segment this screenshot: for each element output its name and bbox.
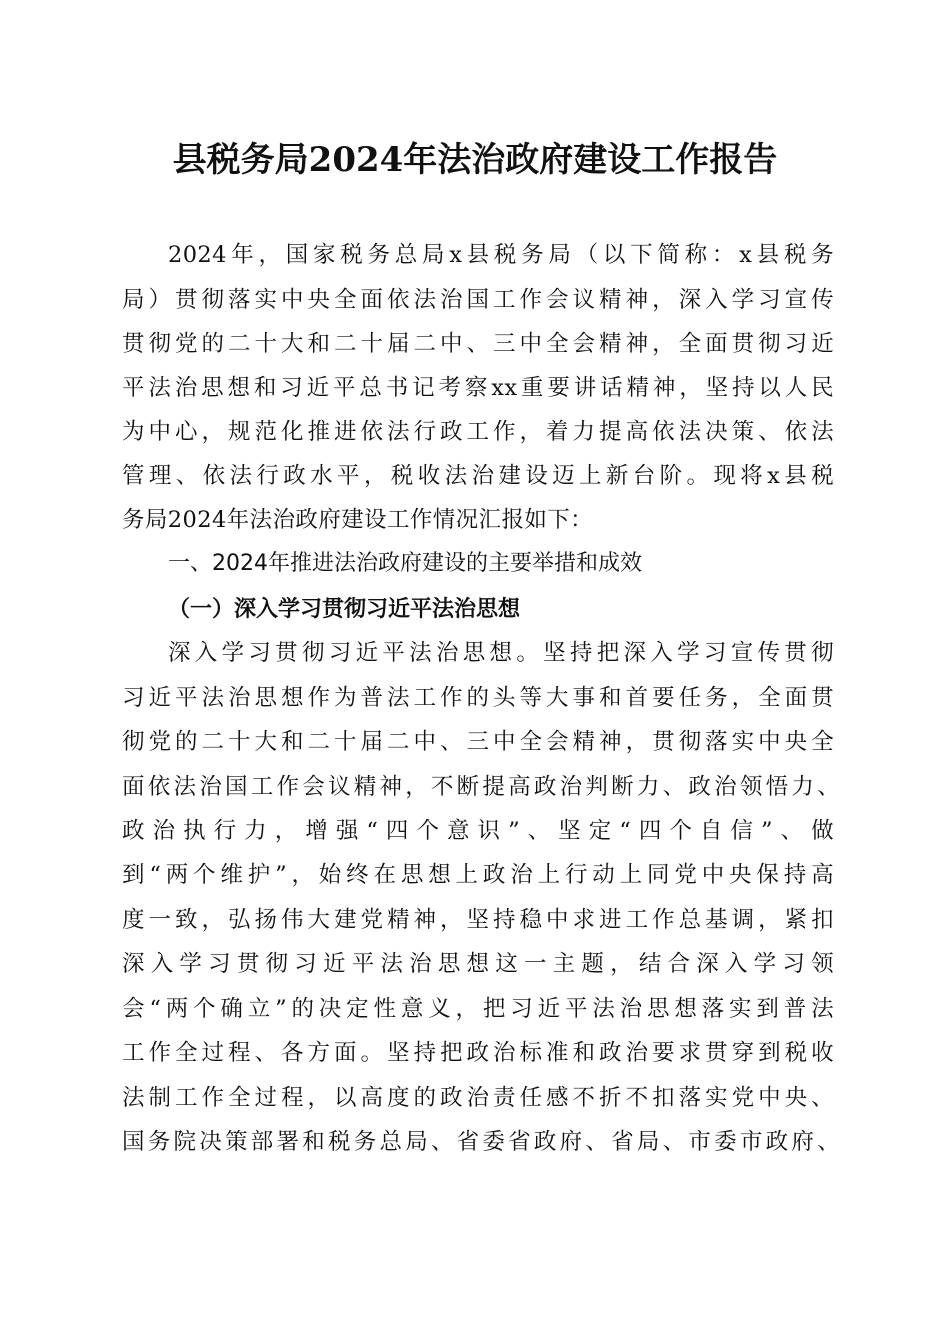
paragraph-line: 局）贯彻落实中央全面依法治国工作会议精神，深入学习宣传 — [122, 287, 834, 313]
paragraph-line: 到“两个维护”，始终在思想上政治上行动上同党中央保持高 — [122, 862, 834, 888]
paragraph-line: 会“两个确立”的决定性意义，把习近平法治思想落实到普法 — [122, 996, 834, 1022]
paragraph-line: 法制工作全过程，以高度的政治责任感不折不扣落实党中央、 — [122, 1085, 834, 1111]
paragraph-line: 国务院决策部署和税务总局、省委省政府、省局、市委市政府、 — [122, 1129, 840, 1155]
paragraph-line: 管理、依法行政水平，税收法治建设迈上新台阶。现将x县税 — [122, 463, 834, 489]
paragraph-line: 彻党的二十大和二十届二中、三中全会精神，贯彻落实中央全 — [122, 729, 834, 755]
paragraph-line: 度一致，弘扬伟大建党精神，坚持稳中求进工作总基调，紧扣 — [122, 907, 834, 933]
paragraph-line: 贯彻党的二十大和二十届二中、三中全会精神，全面贯彻习近 — [122, 331, 834, 357]
paragraph-line: 习近平法治思想作为普法工作的头等大事和首要任务，全面贯 — [122, 685, 834, 711]
paragraph-line: 深入学习贯彻习近平法治思想。坚持把深入学习宣传贯彻 — [168, 640, 834, 666]
paragraph-line: 深入学习贯彻习近平法治思想这一主题，结合深入学习领 — [122, 951, 834, 977]
paragraph-line: 面依法治国工作会议精神，不断提高政治判断力、政治领悟力、 — [122, 774, 840, 800]
section-heading: 一、2024年推进法治政府建设的主要举措和成效 — [168, 551, 642, 576]
paragraph-line: 为中心，规范化推进依法行政工作，着力提高依法决策、依法 — [122, 419, 834, 445]
paragraph-line: 工作全过程、各方面。坚持把政治标准和政治要求贯穿到税收 — [122, 1040, 834, 1066]
paragraph-line: 政治执行力，增强“四个意识”、坚定“四个自信”、做 — [122, 818, 834, 844]
paragraph-line: 务局2024年法治政府建设工作情况汇报如下： — [122, 507, 594, 533]
paragraph-line: 2024年，国家税务总局x县税务局（以下简称：x县税务 — [168, 242, 834, 268]
subsection-heading: （一）深入学习贯彻习近平法治思想 — [168, 596, 521, 622]
document-title: 县税务局2024年法治政府建设工作报告 — [172, 140, 778, 180]
paragraph-line: 平法治思想和习近平总书记考察xx重要讲话精神，坚持以人民 — [122, 375, 834, 401]
